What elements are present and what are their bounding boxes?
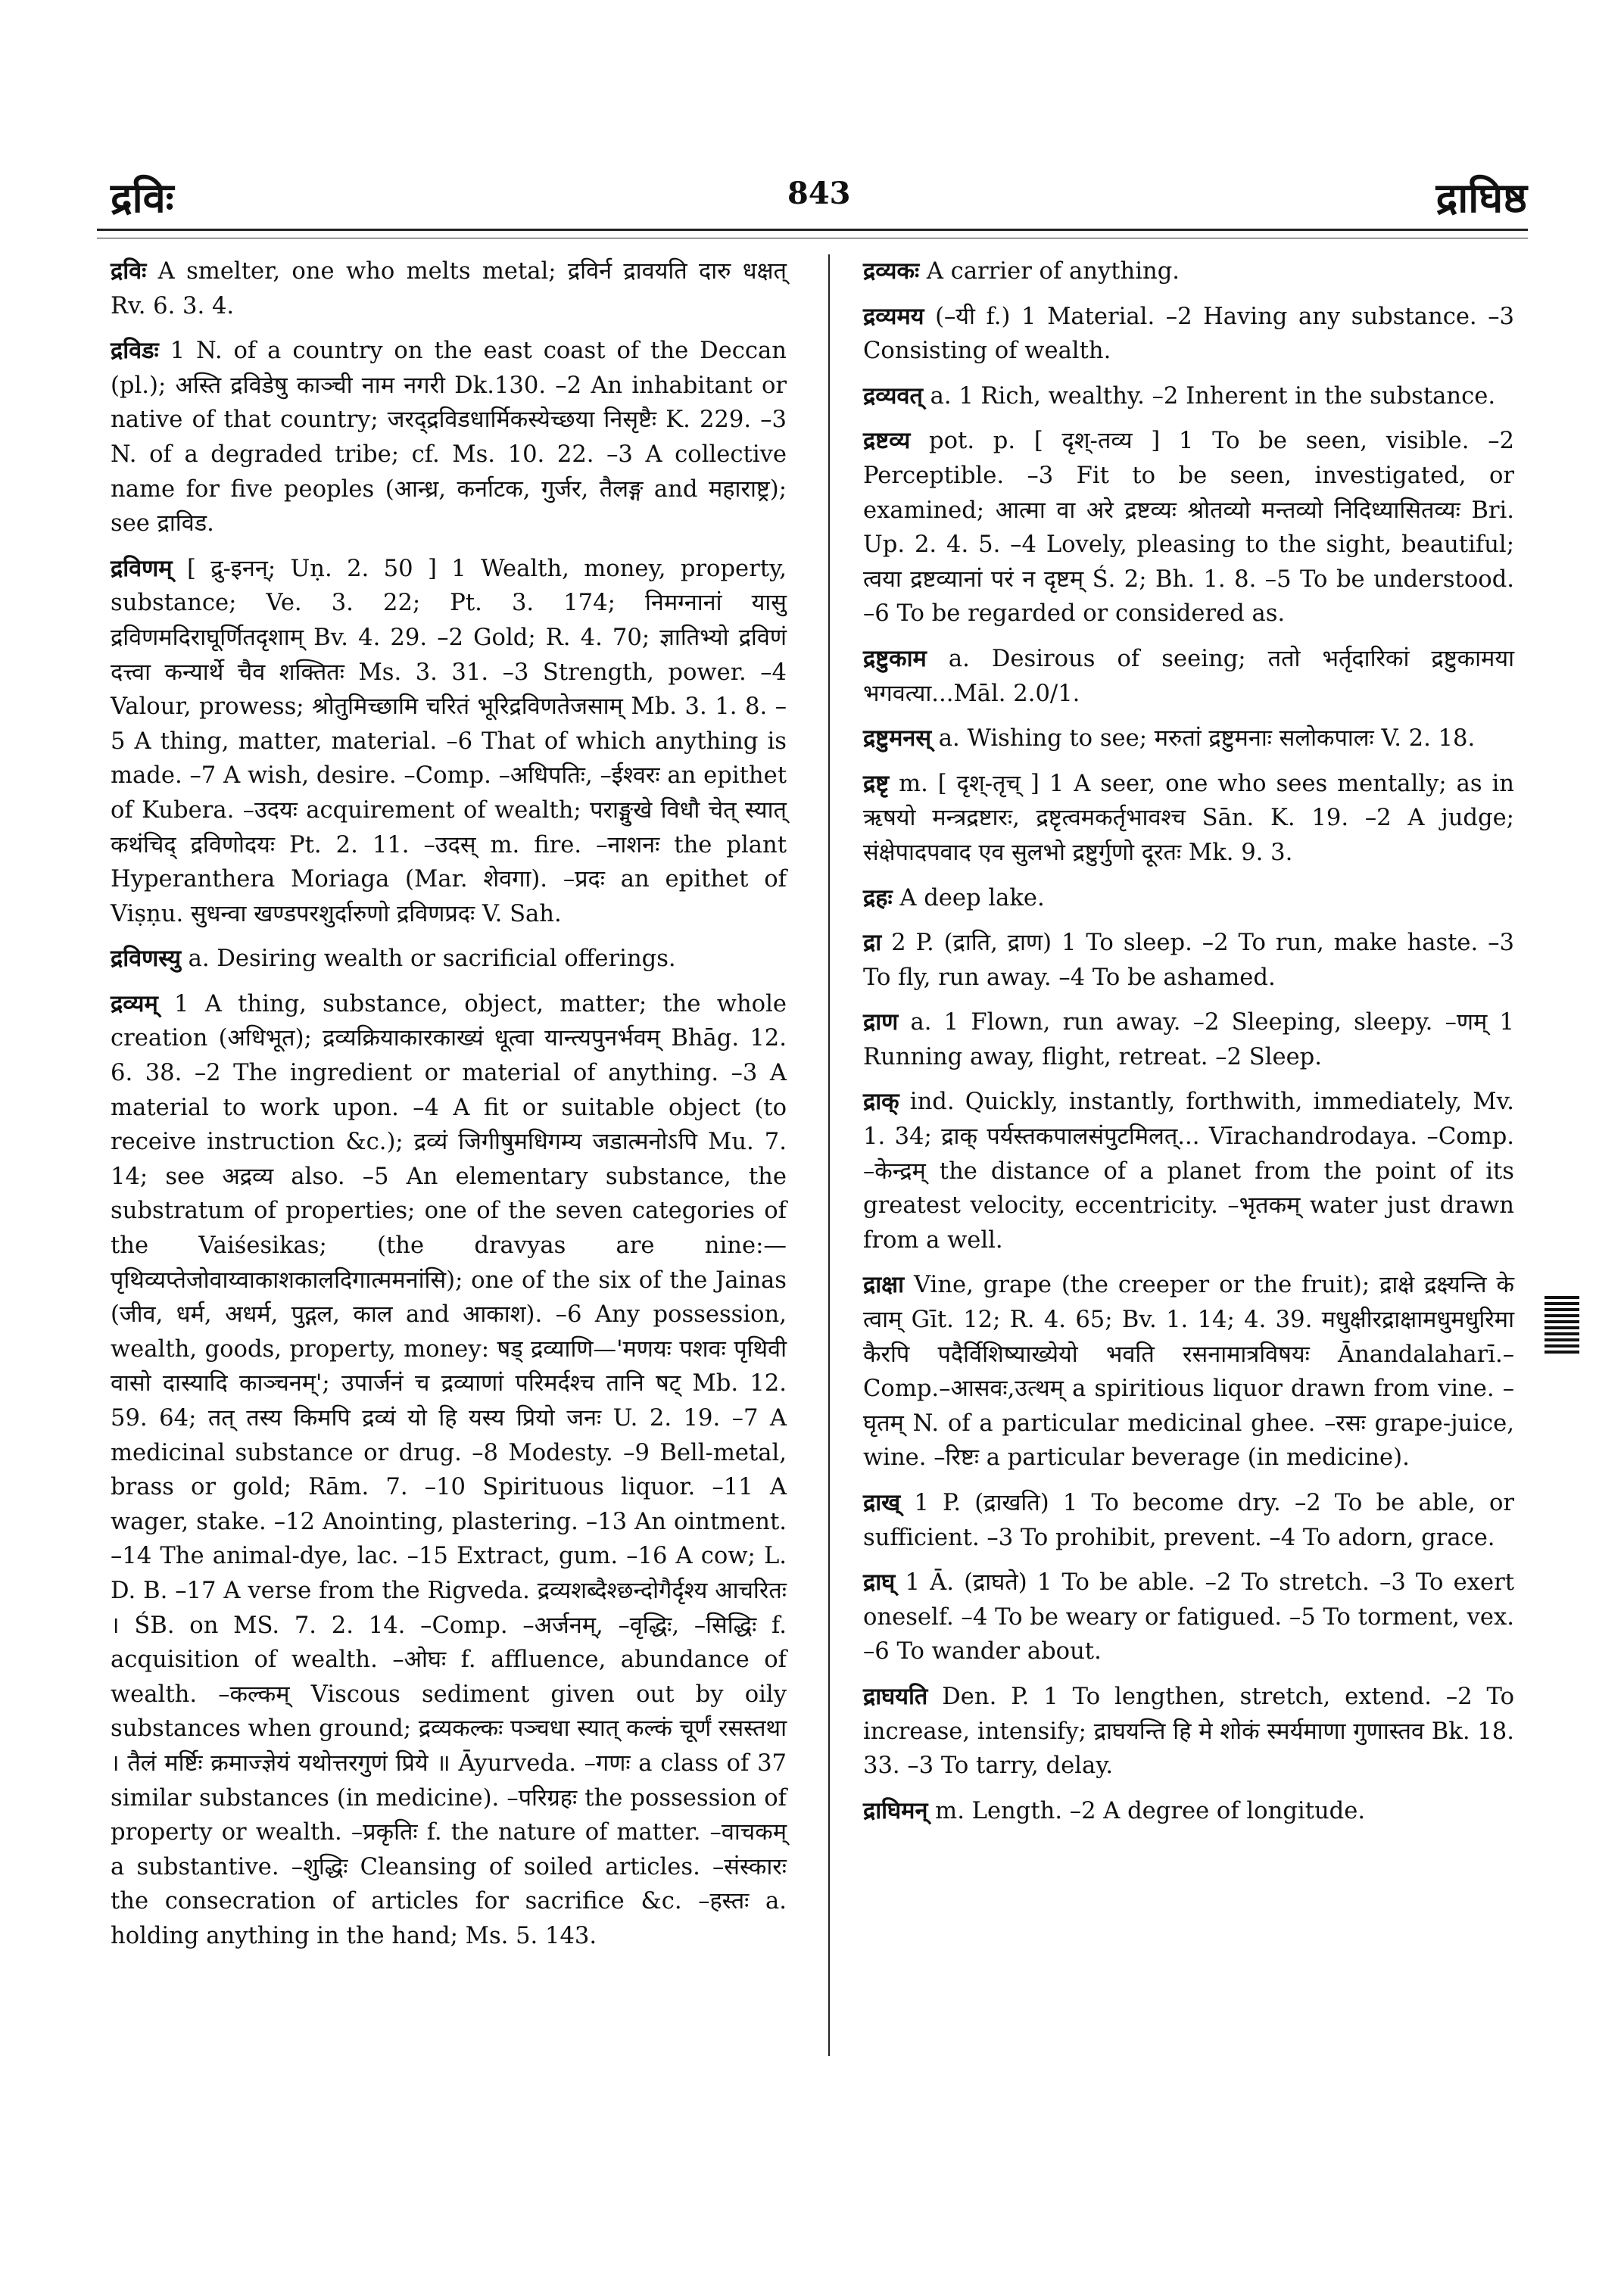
entry-text: 1 Ā. (द्राघते) 1 To be able. –2 To stretch. –3 To exert oneself. –4 To be weary or fatigued. –5 To torment, vex. –6 To wander about. [863, 1569, 1514, 1665]
dictionary-entry [863, 1085, 1514, 1257]
header-left-guideword: द्रविः [111, 173, 174, 222]
page-number: 843 [787, 176, 851, 211]
entry-headword: द्रष्टृ [863, 769, 890, 797]
entry-headword: द्रष्टुमनस् [863, 724, 932, 752]
entry-headword: द्रष्टव्य [863, 427, 911, 455]
dictionary-entry [863, 1566, 1514, 1669]
dictionary-entry [863, 424, 1514, 631]
dictionary-entry [863, 1268, 1514, 1475]
entry-headword: द्रव्यमय [863, 302, 924, 330]
thumb-index-bar [1545, 1320, 1579, 1323]
thumb-index-bar [1545, 1332, 1579, 1335]
thumb-index-marker [1545, 1296, 1579, 1360]
entry-headword: द्रविणस्यु [111, 945, 181, 973]
entry-headword: द्रविणम् [111, 554, 173, 582]
entry-text: a. 1 Flown, run away. –2 Sleeping, sleepy. –णम् 1 Running away, flight, retreat. –2 Sleep. [863, 1009, 1514, 1070]
entry-headword: द्रव्यवत् [863, 382, 923, 410]
column-divider [828, 254, 830, 2056]
dictionary-entry [863, 881, 1514, 916]
entry-headword: द्राघयति [863, 1682, 928, 1710]
entry-headword: द्रव्यम् [111, 989, 158, 1017]
entry-headword: द्राघिमन् [863, 1796, 928, 1824]
dictionary-entry [863, 1794, 1514, 1829]
dictionary-entry [111, 254, 787, 323]
thumb-index-bar [1545, 1338, 1579, 1341]
entry-text: a. Desiring wealth or sacrificial offerings. [180, 946, 676, 973]
dictionary-entry [863, 1486, 1514, 1555]
entry-headword: द्रहः [863, 883, 893, 911]
left-column [111, 254, 787, 1964]
entry-headword: द्राख् [863, 1489, 901, 1516]
entry-text: A smelter, one who melts metal; द्रविर्न द्रावयति दारु धक्षत् Rv. 6. 3. 4. [111, 258, 787, 319]
dictionary-entry [111, 334, 787, 541]
dictionary-entry [863, 721, 1514, 756]
entry-text: 1 P. (द्राखति) 1 To become dry. –2 To be able, or sufficient. –3 To prohibit, prevent. –4 To adorn, grace. [863, 1490, 1514, 1551]
dictionary-entry [863, 379, 1514, 414]
entry-text: [ द्रु-इनन्; Uṇ. 2. 50 ] 1 Wealth, money, property, substance; Ve. 3. 22; Pt. 3. 174; निमग्नानां यासु द्रविणमदिराघूर्णितदृशाम् Bv. 4. 29. –2 Gold; R. 4. 70; ज्ञातिभ्यो द्रविणं दत्त्वा कन्यार्थे चैव शक्तितः Ms. 3. 31. –3 Strength, power. –4 Valour, prowess; श्रोतुमिच्छामि चरितं भूरिद्रविणतेजसाम् Mb. 3. 1. 8. –5 A thing, matter, material. –6 That of which anything is made. –7 A wish, desire. –Comp. –अधिपतिः, –ईश्वरः an epithet of Kubera. –उदयः acquirement of wealth; पराङ्मुखे विधौ चेत् स्यात् कथंचिद् द्रविणोदयः Pt. 2. 11. –उदस् m. fire. –नाशनः the plant Hyperanthera Moriaga (Mar. शेवगा). –प्रदः an epithet of Viṣṇu. सुधन्वा खण्डपरशुर्दारुणो द्रविणप्रदः V. Sah. [111, 555, 787, 927]
entry-text: ind. Quickly, instantly, forthwith, immediately, Mv. 1. 34; द्राक् पर्यस्तकपालसंपुटमिलत्... Vīrachandrodaya. –Comp. –केन्द्रम् the distance of a planet from the point of its greatest velocity, eccentricity. –भृतकम् water just drawn from a well. [863, 1089, 1514, 1254]
thumb-index-bar [1545, 1296, 1579, 1299]
thumb-index-bar [1545, 1302, 1579, 1305]
dictionary-entry [863, 300, 1514, 369]
dictionary-entry [863, 1005, 1514, 1074]
dictionary-entry [863, 642, 1514, 711]
entry-text: a. 1 Rich, wealthy. –2 Inherent in the substance. [922, 382, 1496, 410]
entry-text: 2 P. (द्राति, द्राण) 1 To sleep. –2 To run, make haste. –3 To fly, run away. –4 To be ashamed. [863, 930, 1514, 991]
entry-headword: द्रविः [111, 257, 147, 285]
header-rule [97, 229, 1528, 231]
header-right-guideword: द्राघिष्ठ [1435, 173, 1527, 222]
entry-headword: द्राक्षा [863, 1271, 905, 1299]
entry-headword: द्रव्यकः [863, 257, 920, 285]
entry-text: m. [ दृश्-तृच् ] 1 A seer, one who sees mentally; as in ऋषयो मन्त्रद्रष्टारः, द्रष्टृत्वमकर्तृभावश्च Sān. K. 19. –2 A judge; संक्षेपादपवाद एव सुलभो द्रष्टुर्गुणो दूरतः Mk. 9. 3. [863, 770, 1514, 866]
entry-headword: द्रा [863, 929, 882, 957]
entry-text: 1 A thing, substance, object, matter; the whole creation (अधिभूत); द्रव्यक्रियाकारकाख्यं धूत्वा यान्त्यपुनर्भवम् Bhāg. 12. 6. 38. –2 The ingredient or material of anything. –3 A material to work upon. –4 A fit or suitable object (to receive instruction &c.); द्रव्यं जिगीषुमधिगम्य जडात्मनोऽपि Mu. 7. 14; see अद्रव्य also. –5 An elementary substance, the substratum of properties; one of the seven categories of the Vaiśesikas; (the dravyas are nine:—पृथिव्यप्तेजोवाय्वाकाशकालदिगात्ममनांसि); one of the six of the Jainas (जीव, धर्म, अधर्म, पुद्गल, काल and आकाश). –6 Any possession, wealth, goods, property, money: षड् द्रव्याणि—'मणयः पशवः पृथिवी वासो दास्यादि काञ्चनम्'; उपार्जनं च द्रव्याणां परिमर्दश्च तानि षट् Mb. 12. 59. 64; तत् तस्य किमपि द्रव्यं यो हि यस्य प्रियो जनः U. 2. 19. –7 A medicinal substance or drug. –8 Modesty. –9 Bell-metal, brass or gold; Rām. 7. –10 Spirituous liquor. –11 A wager, stake. –12 Anointing, plastering. –13 An ointment. –14 The animal-dye, lac. –15 Extract, gum. –16 A cow; L. D. B. –17 A verse from the Rigveda. द्रव्यशब्दैश्छन्दोगैर्दृश्य आचरितः । ŚB. on MS. 7. 2. 14. –Comp. –अर्जनम्, –वृद्धिः, –सिद्धिः f. acquisition of wealth. –ओघः f. affluence, abundance of wealth. –कल्कम् Viscous sediment given out by oily substances when ground; द्रव्यकल्कः पञ्चधा स्यात् कल्कं चूर्णं रसस्तथा । तैलं मर्ष्टिः क्रमाज्ज्ञेयं यथोत्तरगुणं प्रिये ॥ Āyurveda. –गणः a class of 37 similar substances (in medicine). –परिग्रहः the possession of property or wealth. –प्रकृतिः f. the nature of matter. –वाचकम् a substantive. –शुद्धिः Cleansing of soiled articles. –संस्कारः the consecration of articles for sacrifice &c. –हस्तः a. holding anything in the hand; Ms. 5. 143. [111, 990, 787, 1949]
thumb-index-bar [1545, 1344, 1579, 1347]
thumb-index-bar [1545, 1314, 1579, 1317]
thumb-index-bar [1545, 1326, 1579, 1329]
thumb-index-bar [1545, 1308, 1579, 1311]
dictionary-entry [863, 926, 1514, 995]
entry-text: Den. P. 1 To lengthen, stretch, extend. –2 To increase, intensify; द्राघयन्ति हि मे शोकं स्मर्यमाणा गुणास्तव Bk. 18. 33. –3 To tarry, delay. [863, 1683, 1514, 1780]
dictionary-entry [111, 942, 787, 977]
entry-headword: द्रष्टुकाम [863, 644, 927, 672]
entry-headword: द्राक् [863, 1088, 899, 1116]
entry-text: A deep lake. [892, 884, 1045, 911]
entry-text: m. Length. –2 A degree of longitude. [927, 1797, 1366, 1824]
dictionary-entry [111, 552, 787, 932]
dictionary-entry [863, 767, 1514, 871]
dictionary-entry [863, 1680, 1514, 1784]
entry-text: 1 N. of a country on the east coast of the Deccan (pl.); अस्ति द्रविडेषु काञ्ची नाम नगरी Dk.130. –2 An inhabitant or native of that country; जरद्द्रविडधार्मिकस्येच्छया निसृष्टैः K. 229. –3 N. of a degraded tribe; cf. Ms. 10. 22. –3 A collective name for five peoples (आन्ध्र, कर्नाटक, गुर्जर, तैलङ्ग and महाराष्ट्र); see द्राविड. [111, 338, 787, 537]
entry-text: (–यी f.) 1 Material. –2 Having any substance. –3 Consisting of wealth. [863, 303, 1514, 365]
entry-text: Vine, grape (the creeper or the fruit); द्राक्षे द्रक्ष्यन्ति के त्वाम् Gīt. 12; R. 4. 65; Bv. 1. 14; 4. 39. मधुक्षीरद्राक्षामधुमधुरिमा कैरपि पदैर्विशिष्याख्येयो भवति रसनामात्रविषयः Ānandalaharī.–Comp.–आसवः,उत्थम् a spiritious liquor drawn from vine. –घृतम् N. of a particular medicinal ghee. –रसः grape-juice, wine. –रिष्टः a particular beverage (in medicine). [863, 1272, 1514, 1472]
entry-text: a. Wishing to see; मरुतां द्रष्टुमनाः सलोकपालः V. 2. 18. [931, 725, 1476, 752]
right-column [863, 254, 1514, 1839]
dictionary-entry [863, 254, 1514, 289]
entry-text: A carrier of anything. [919, 258, 1180, 285]
thumb-index-bar [1545, 1351, 1579, 1354]
entry-headword: द्राण [863, 1008, 899, 1036]
entry-text: a. Desirous of seeing; ततो भर्तृदारिकां द्रष्टुकामया भगवत्या...Māl. 2.0/1. [863, 645, 1514, 707]
entry-text: pot. p. [ दृश्-तव्य ] 1 To be seen, visible. –2 Perceptible. –3 Fit to be seen, investigated, or examined; आत्मा वा अरे द्रष्टव्यः श्रोतव्यो मन्तव्यो निदिध्यासितव्यः Bri. Up. 2. 4. 5. –4 Lovely, pleasing to the sight, beautiful; त्वया द्रष्टव्यानां परं न दृष्टम् Ś. 2; Bh. 1. 8. –5 To be understood. –6 To be regarded or considered as. [863, 428, 1514, 628]
dictionary-entry [111, 987, 787, 1954]
entry-headword: द्रविडः [111, 337, 159, 365]
entry-headword: द्राघ् [863, 1569, 896, 1597]
